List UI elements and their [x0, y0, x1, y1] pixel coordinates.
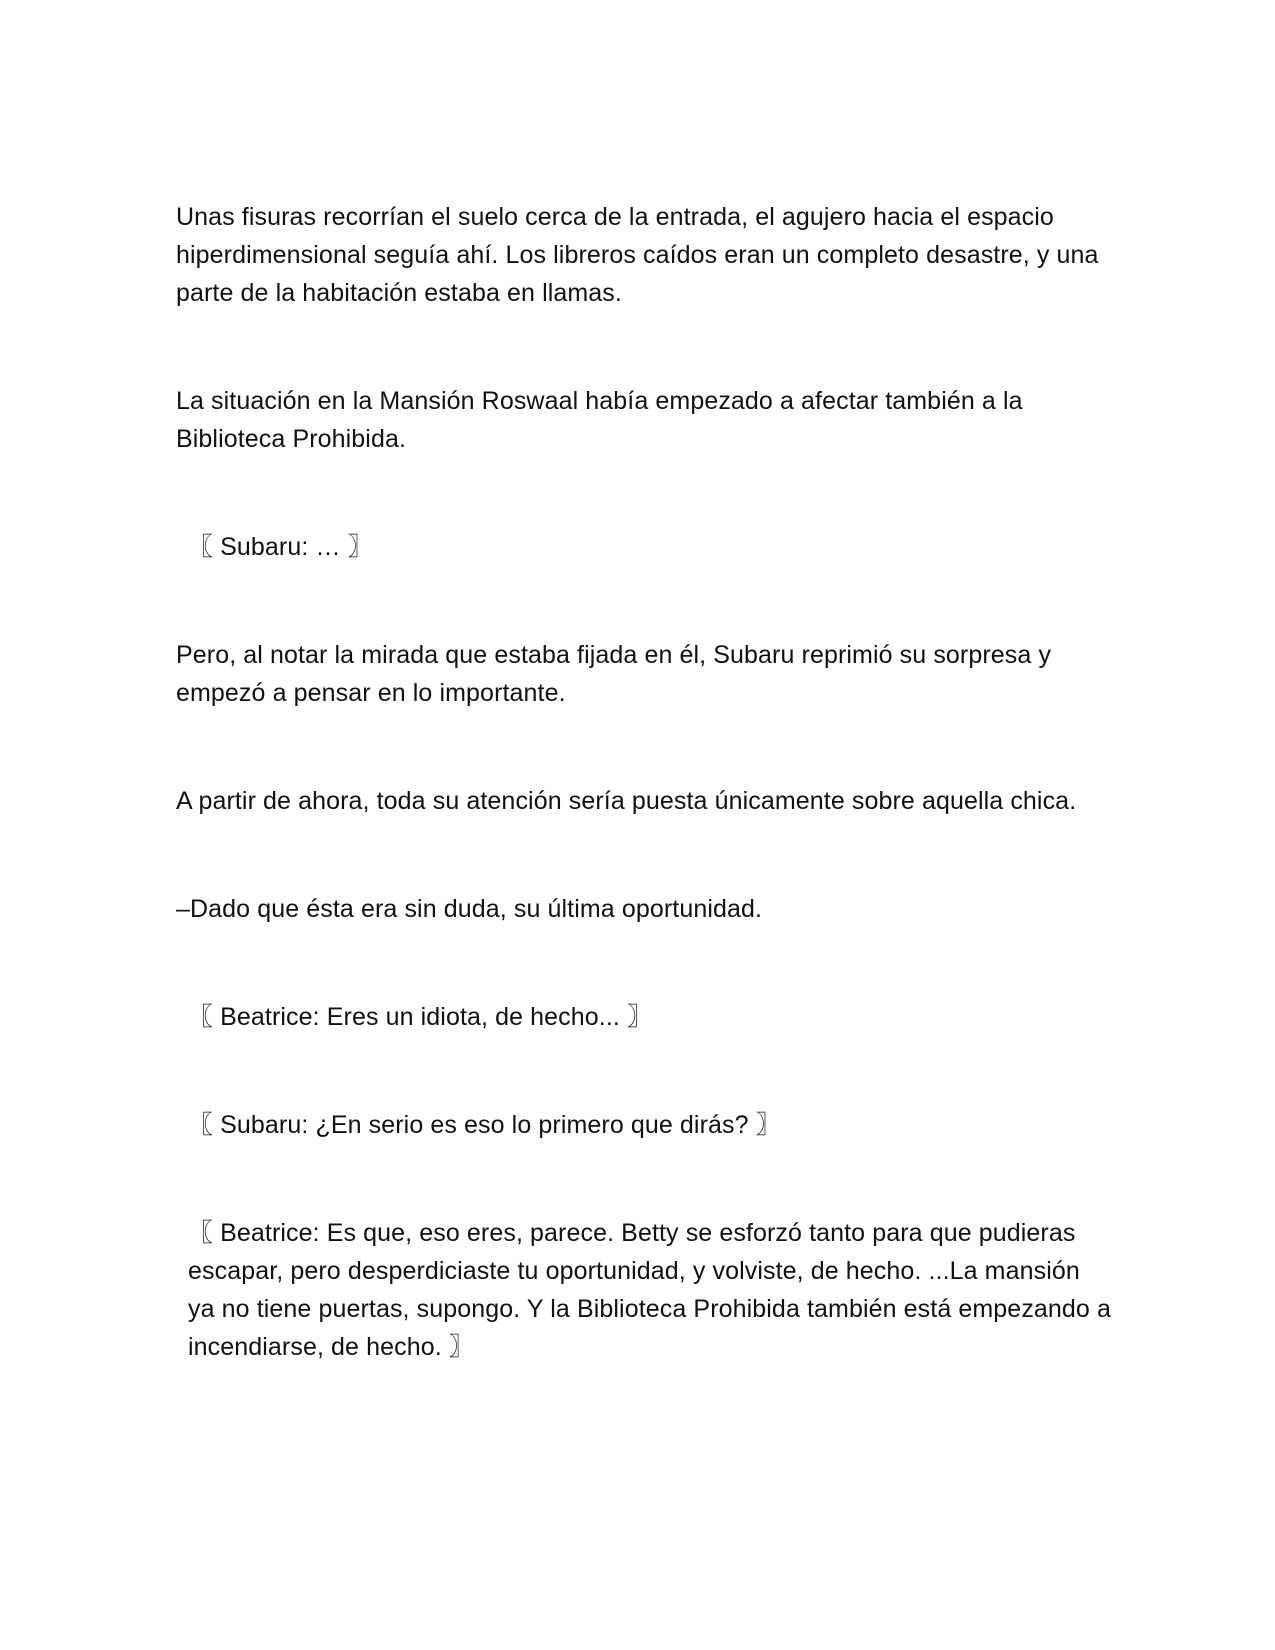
- paragraph-4: A partir de ahora, toda su atención sería puesta únicamente sobre aquella chica.: [176, 787, 1077, 815]
- dialogue-beatrice-2: 〖 Beatrice: Es que, eso eres, parece. Betty se esforzó tanto para que pudieras escapar, pero desperdiciaste tu oportunidad, y volviste, de hecho. ...La mansión ya no tiene puertas, supongo. Y la Biblioteca Prohibida también está empezando a incendiarse, de hecho. 〗: [188, 1219, 1111, 1361]
- text-column: [176, 198, 1111, 1366]
- dialogue-subaru-1: 〖 Subaru: … 〗: [188, 533, 373, 561]
- dialogue-subaru-2: 〖 Subaru: ¿En serio es eso lo primero que dirás? 〗: [188, 1111, 781, 1139]
- dialogue-beatrice-1: 〖 Beatrice: Eres un idiota, de hecho... 〗: [188, 1003, 653, 1031]
- paragraph-5: –Dado que ésta era sin duda, su última oportunidad.: [176, 895, 763, 923]
- paragraph-2: La situación en la Mansión Roswaal había empezado a afectar también a la Biblioteca Prohibida.: [176, 387, 1023, 453]
- paragraph-1: Unas fisuras recorrían el suelo cerca de la entrada, el agujero hacia el espacio hiperdimensional seguía ahí. Los libreros caídos eran un completo desastre, y una parte de la habitación estaba en llamas.: [176, 203, 1099, 307]
- paragraph-3: Pero, al notar la mirada que estaba fijada en él, Subaru reprimió su sorpresa y empezó a pensar en lo importante.: [176, 641, 1052, 707]
